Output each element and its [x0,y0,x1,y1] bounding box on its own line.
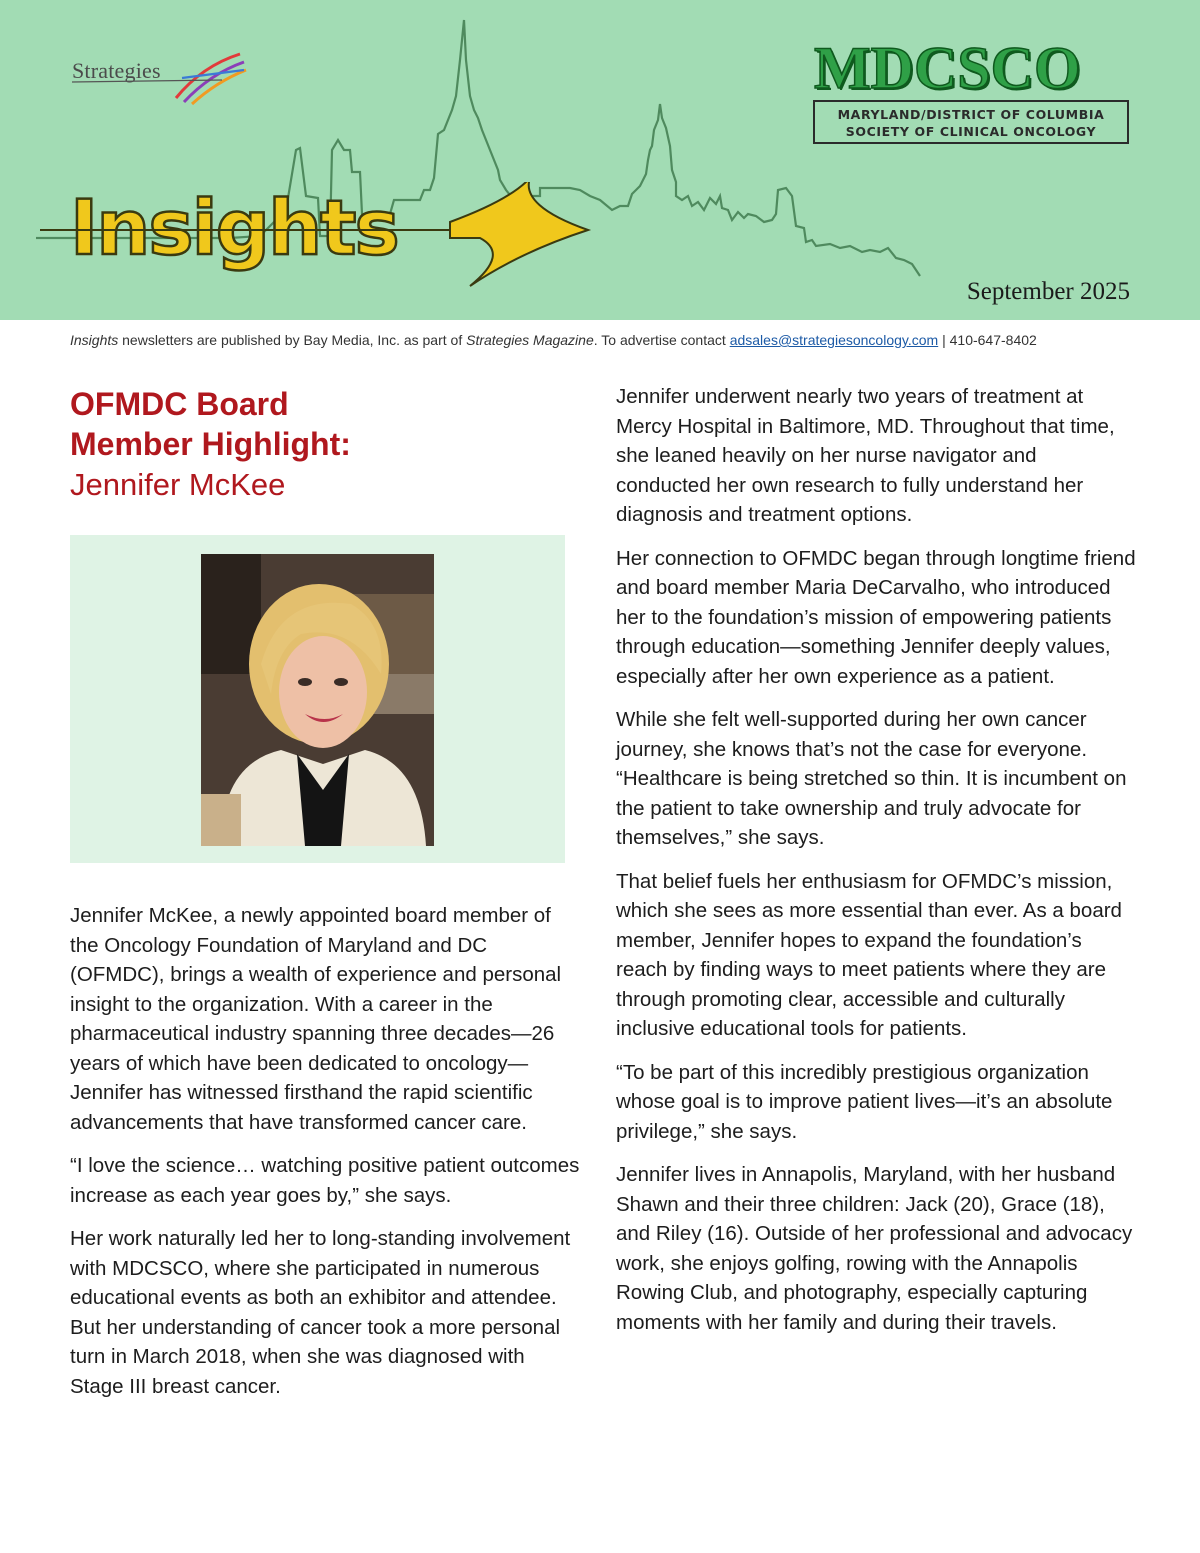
article-left-column [70,384,580,505]
article-right-column [616,382,1136,1351]
strategies-logo-text: Strategies [72,58,161,83]
left-paragraph-2: “I love the science… watching positive patient outcomes increase as each year goes by,” she says. [70,1154,580,1207]
masthead-note [70,332,1140,348]
masthead-text-1: newsletters are published by Bay Media, Inc. as part of [118,332,467,348]
advertise-email-link[interactable]: adsales@strategiesoncology.com [729,332,939,348]
insights-logo [40,182,600,292]
left-paragraph-1: Jennifer McKee, a newly appointed board member of the Oncology Foundation of Maryland and DC (OFMDC), brings a wealth of experience and personal insight to the organization. With a career in the pharmaceutical industry spanning three decades—26 years of which have been dedicated to oncology—Jennifer has witnessed firsthand the rapid scientific advancements that have transformed cancer care. [70,904,562,1134]
right-paragraph-4: That belief fuels her enthusiasm for OFMDC’s mission, which she sees as more essential than ever. As a board member, Jennifer hopes to expand the foundation’s reach by finding ways to meet patients where they are through promoting clear, accessible and culturally inclusive educational tools for patients. [616,869,1122,1040]
right-paragraph-3: While she felt well-supported during her own cancer journey, she knows that’s not the case for everyone. “Healthcare is being stretched so thin. It is incumbent on the patient to take ownership and truly advocate for themselves,” she says. [616,708,1127,849]
mdcsco-subtitle-box [813,100,1129,144]
strategies-logo [72,48,252,110]
right-paragraph-5: “To be part of this incredibly prestigious organization whose goal is to improve patient lives—it’s an absolute privilege,” she says. [616,1060,1113,1143]
article-left-body [70,901,580,1415]
mdcsco-logo: MDCSCO [814,35,1081,101]
mdcsco-subtitle-line2: SOCIETY OF CLINICAL ONCOLOGY [845,124,1097,139]
right-paragraph-6: Jennifer lives in Annapolis, Maryland, with her husband Shawn and their three children: Jack (20), Grace (18), and Riley (16). Outside of her professional and advocacy work, she enjoys golfing, rowing with the Annapolis Rowing Club, and photography, especially capturing moments with her family and during their travels. [616,1163,1133,1334]
left-paragraph-3: Her work naturally led her to long-standing involvement with MDCSCO, where she participated in numerous educational events as both an exhibitor and attendee. But her understanding of cancer took a more personal turn in March 2018, when she was diagnosed with Stage III breast cancer. [70,1227,571,1398]
mdcsco-subtitle-line1: MARYLAND/DISTRICT OF COLUMBIA [837,107,1105,122]
issue-date: September 2025 [966,278,1130,305]
right-paragraph-1: Jennifer underwent nearly two years of treatment at Mercy Hospital in Baltimore, MD. Throughout that time, she leaned heavily on her nurse navigator and conducted her own research to fully understand her diagnosis and treatment options. [616,385,1115,526]
insights-wordmark: Insights [70,183,398,272]
masthead-magazine-italic: Strategies Magazine [466,332,594,348]
masthead-insights-italic: Insights [70,332,119,348]
photo-frame [70,535,565,863]
swoosh-icon [72,48,252,110]
headline-name: Jennifer McKee [70,467,286,502]
masthead-text-2: . To advertise contact [593,332,730,348]
right-paragraph-2: Her connection to OFMDC began through longtime friend and board member Maria DeCarvalho, who introduced her to the foundation’s mission of empowering patients through education—something Jennifer deeply values, especially after her own experience as a patient. [616,546,1136,688]
portrait-photo [201,554,434,846]
headline-line-2: Member Highlight: [70,426,351,462]
portrait-illustration [201,554,434,846]
masthead-text-3: | 410-647-8402 [938,332,1037,348]
article-headline [70,384,580,505]
headline-line-1: OFMDC Board [70,386,289,422]
header-banner [0,0,1200,320]
